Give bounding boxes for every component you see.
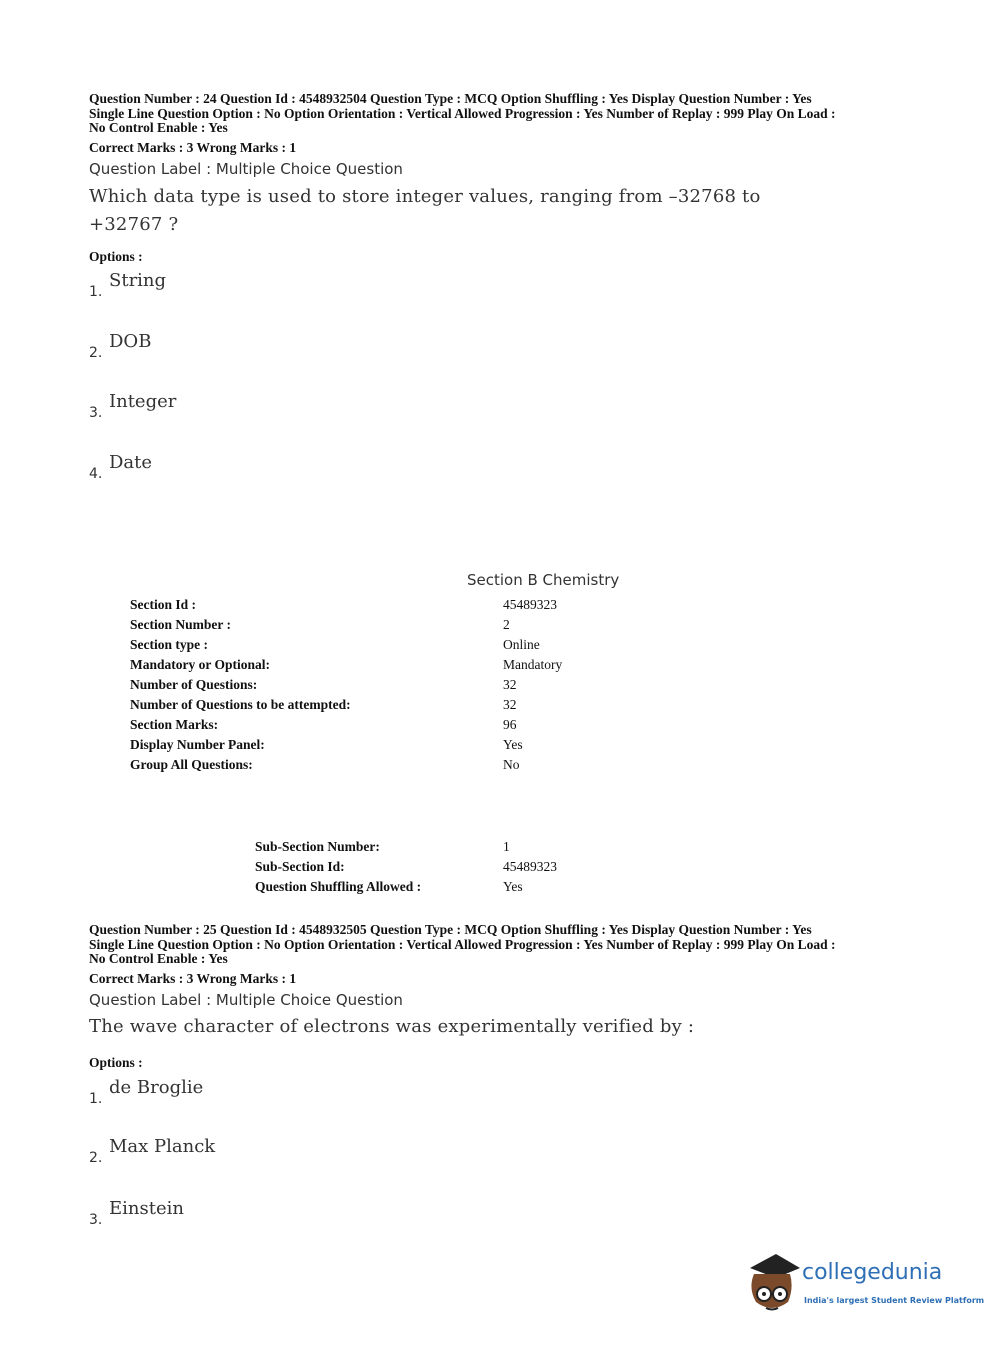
option-text: Max Planck <box>109 1136 216 1157</box>
subsection-row-id <box>255 859 855 879</box>
option-number: 2. <box>89 345 103 361</box>
logo-brand: collegedunia <box>802 1260 943 1285</box>
section-value: 32 <box>503 677 517 692</box>
section-row-id <box>130 597 730 617</box>
q25-option-3[interactable] <box>89 1198 389 1238</box>
q25-option-1[interactable] <box>89 1077 389 1117</box>
q25-option-2[interactable] <box>89 1136 389 1176</box>
q24-option-4[interactable] <box>89 452 389 492</box>
option-text: Einstein <box>109 1198 184 1219</box>
subsection-key: Question Shuffling Allowed : <box>255 879 422 894</box>
option-number: 3. <box>89 1212 103 1228</box>
section-title: Section B Chemistry <box>467 571 620 589</box>
section-row-num-questions <box>130 677 730 697</box>
q25-meta-line-3: No Control Enable : Yes <box>89 951 228 966</box>
section-value: 45489323 <box>503 597 557 612</box>
option-number: 4. <box>89 466 103 482</box>
q24-option-3[interactable] <box>89 391 389 431</box>
section-key: Section Number : <box>130 617 231 632</box>
option-text: String <box>109 270 167 291</box>
option-number: 1. <box>89 284 103 300</box>
q24-option-1[interactable] <box>89 270 389 310</box>
q24-meta-line-1: Question Number : 24 Question Id : 4548932504 Question Type : MCQ Option Shuffling : Yes Display Question Number : Yes <box>89 91 812 106</box>
section-row-number <box>130 617 730 637</box>
q25-meta-line-1: Question Number : 25 Question Id : 4548932505 Question Type : MCQ Option Shuffling : Yes Display Question Number : Yes <box>89 922 812 937</box>
q24-marks: Correct Marks : 3 Wrong Marks : 1 <box>89 140 297 155</box>
option-number: 3. <box>89 405 103 421</box>
section-value: Online <box>503 637 540 652</box>
section-row-marks <box>130 717 730 737</box>
section-row-mandatory <box>130 657 730 677</box>
q24-meta-line-2: Single Line Question Option : No Option Orientation : Vertical Allowed Progression : Yes Number of Replay : 999 Play On Load : <box>89 105 836 121</box>
option-text: Integer <box>109 391 177 412</box>
q24-question-label: Question Label : Multiple Choice Question <box>89 160 403 178</box>
subsection-value: Yes <box>503 879 523 894</box>
option-text: DOB <box>109 331 152 352</box>
option-text: Date <box>109 452 153 473</box>
section-key: Section type : <box>130 637 208 652</box>
subsection-value: 1 <box>503 839 510 854</box>
q24-question-text: Which data type is used to store integer values, ranging from –32768 to +32767 ? <box>89 186 761 235</box>
subsection-key: Sub-Section Id: <box>255 859 345 874</box>
section-row-group <box>130 757 730 777</box>
option-number: 2. <box>89 1150 103 1166</box>
q25-options-heading: Options : <box>89 1055 143 1070</box>
section-row-attempt <box>130 697 730 717</box>
q24-option-2[interactable] <box>89 331 389 371</box>
collegedunia-logo[interactable] <box>742 1248 985 1318</box>
option-number: 1. <box>89 1091 103 1107</box>
q25-meta-line-2: Single Line Question Option : No Option Orientation : Vertical Allowed Progression : Yes Number of Replay : 999 Play On Load : <box>89 936 836 952</box>
section-key: Number of Questions to be attempted: <box>130 697 351 712</box>
mascot-icon <box>742 1248 802 1318</box>
section-key: Mandatory or Optional: <box>130 657 271 672</box>
section-key: Section Id : <box>130 597 197 612</box>
q25-question-label: Question Label : Multiple Choice Question <box>89 991 403 1009</box>
section-row-display-panel <box>130 737 730 757</box>
q25-meta <box>89 923 919 967</box>
q24-meta-line-3: No Control Enable : Yes <box>89 120 228 135</box>
section-value: Yes <box>503 737 523 752</box>
option-text: de Broglie <box>109 1077 204 1098</box>
section-key: Section Marks: <box>130 717 219 732</box>
section-value: Mandatory <box>503 657 563 672</box>
q24-options-heading: Options : <box>89 249 143 264</box>
section-row-type <box>130 637 730 657</box>
q25-question-text: The wave character of electrons was experimentally verified by : <box>89 1016 695 1037</box>
section-value: 96 <box>503 717 517 732</box>
section-key: Group All Questions: <box>130 757 253 772</box>
section-key: Number of Questions: <box>130 677 258 692</box>
subsection-key: Sub-Section Number: <box>255 839 380 854</box>
q25-marks: Correct Marks : 3 Wrong Marks : 1 <box>89 971 297 986</box>
subsection-row-shuffling <box>255 879 855 899</box>
section-key: Display Number Panel: <box>130 737 265 752</box>
section-value: No <box>503 757 520 772</box>
q24-meta <box>89 92 919 136</box>
subsection-value: 45489323 <box>503 859 557 874</box>
subsection-row-number <box>255 839 855 859</box>
logo-tagline: India's largest Student Review Platform <box>804 1296 985 1305</box>
section-value: 2 <box>503 617 510 632</box>
section-value: 32 <box>503 697 517 712</box>
